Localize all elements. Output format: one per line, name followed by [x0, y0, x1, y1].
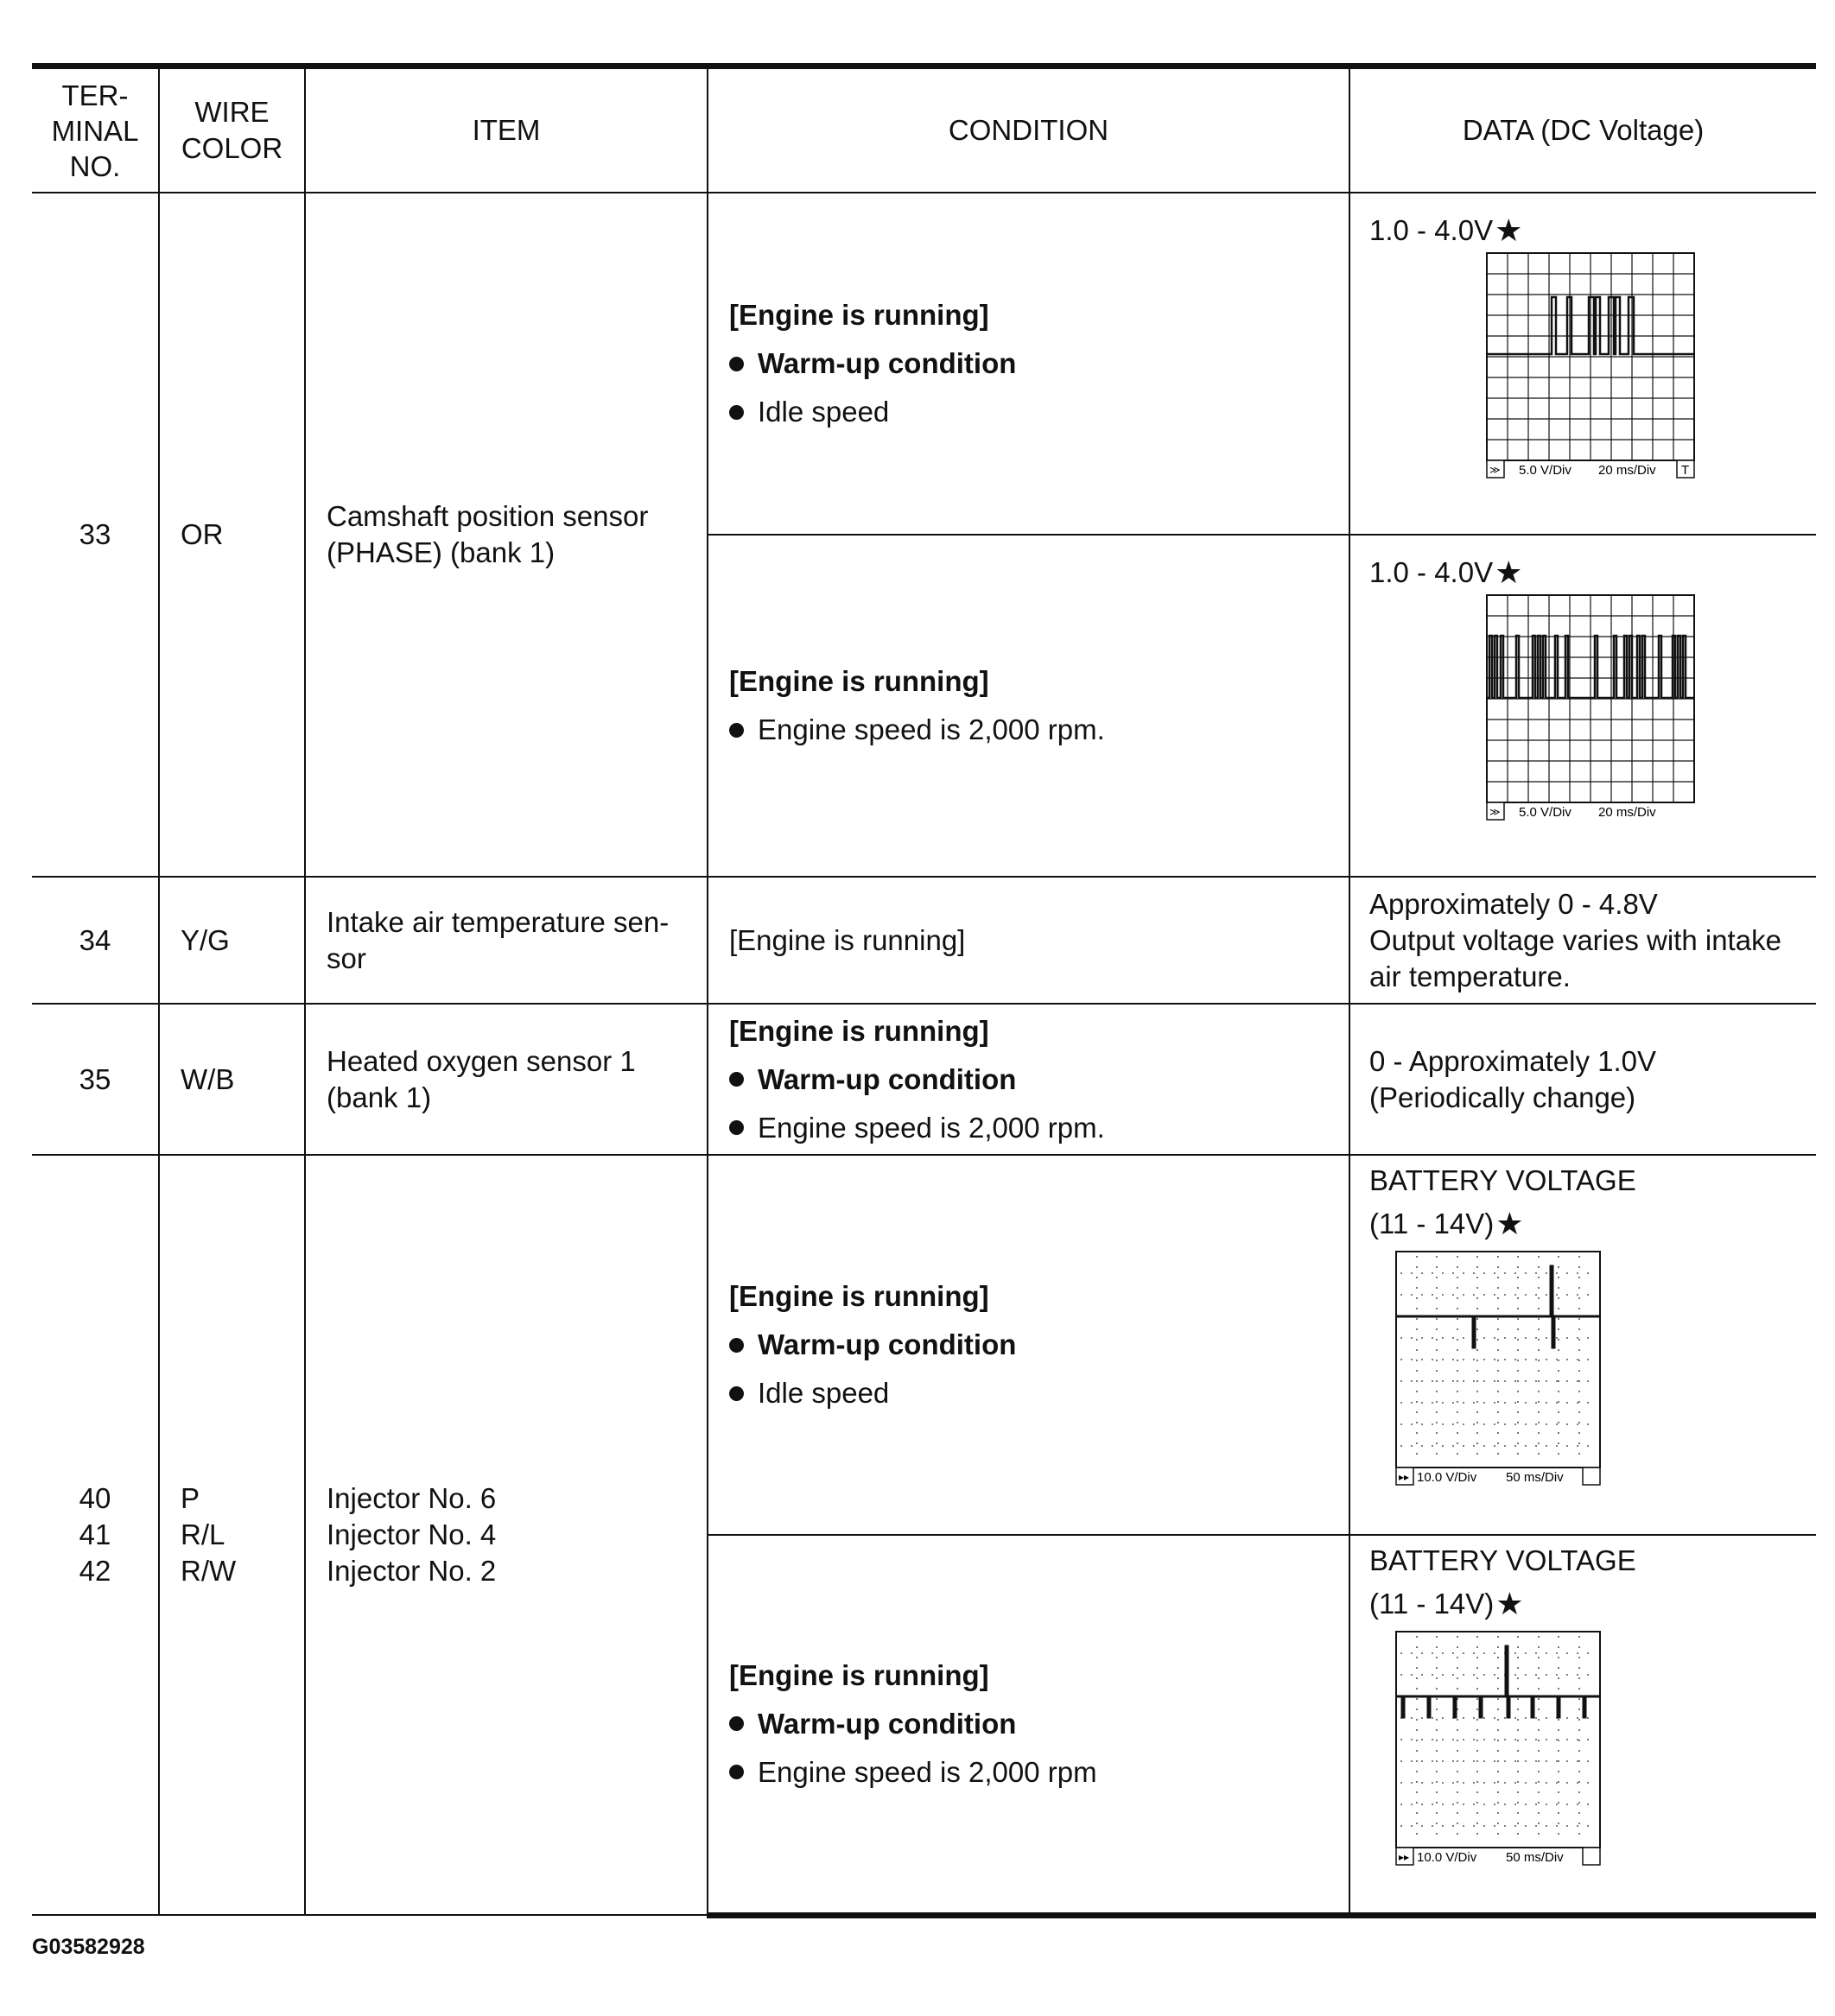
- condition-text: Engine speed is 2,000 rpm: [758, 1755, 1097, 1788]
- ecm-terminal-table: [32, 63, 1816, 1918]
- condition-title: [Engine is running]: [729, 1658, 989, 1691]
- item-35-line-1: Heated oxygen sensor 1: [327, 1044, 636, 1077]
- scope-time-per-div: 20 ms/Div: [1598, 463, 1656, 478]
- header-row: [32, 67, 1816, 193]
- wire-colors-40-42: [159, 1155, 305, 1915]
- wire-color-34: Y/G: [159, 877, 305, 1004]
- condition-injector-2000rpm: [708, 1535, 1349, 1915]
- data-34-line-3: air temperature.: [1369, 960, 1571, 992]
- condition-bullet: [729, 1706, 1340, 1742]
- condition-text: Engine speed is 2,000 rpm.: [758, 713, 1105, 745]
- condition-title: [Engine is running]: [729, 1014, 989, 1047]
- condition-title: [Engine is running]: [729, 1280, 989, 1312]
- terminal-34: 34: [32, 877, 159, 1004]
- terminal-42: 42: [79, 1555, 111, 1587]
- condition-text: Warm-up condition: [758, 347, 1017, 379]
- figure-code: G03582928: [32, 1935, 145, 1959]
- header-terminal-line-1: TER-: [61, 79, 129, 111]
- item-35-line-2: (bank 1): [327, 1081, 432, 1113]
- terminals-40-42: [32, 1155, 159, 1915]
- bullet-icon: [729, 1716, 744, 1731]
- item-41: Injector No. 4: [327, 1518, 497, 1550]
- scope-volts-per-div: 5.0 V/Div: [1519, 463, 1571, 478]
- condition-bullet: [729, 1327, 1340, 1363]
- item-42: Injector No. 2: [327, 1555, 497, 1587]
- voltage-text: 1.0 - 4.0V: [1369, 556, 1494, 588]
- condition-text: Warm-up condition: [758, 1062, 1017, 1095]
- bullet-icon: [729, 1765, 744, 1779]
- battery-voltage-label: BATTERY VOLTAGE: [1369, 1164, 1636, 1196]
- bullet-icon: [729, 1120, 744, 1135]
- scope-volts-per-div: 10.0 V/Div: [1417, 1850, 1477, 1865]
- item-33-line-2: (PHASE) (bank 1): [327, 536, 556, 568]
- data-injector-2000rpm: [1349, 1535, 1816, 1915]
- battery-voltage-label: BATTERY VOLTAGE: [1369, 1544, 1636, 1576]
- voltage-text: (11 - 14V): [1369, 1588, 1495, 1620]
- star-icon: ★: [1495, 1586, 1524, 1621]
- condition-33-2000rpm: [708, 535, 1349, 877]
- condition-title: [Engine is running]: [729, 299, 989, 331]
- data-33-idle: [1349, 193, 1816, 535]
- item-33: [305, 193, 708, 877]
- terminal-40: 40: [79, 1482, 111, 1514]
- voltage-value: [1369, 1206, 1807, 1242]
- bullet-icon: [729, 357, 744, 371]
- terminal-35: 35: [32, 1004, 159, 1155]
- bullet-icon: [729, 1338, 744, 1353]
- data-34: [1349, 877, 1816, 1004]
- oscilloscope-waveform-cmp-idle: [1486, 252, 1698, 485]
- voltage-value: [1369, 212, 1807, 249]
- item-35: [305, 1004, 708, 1155]
- scope-arrow-icon: ≫: [1489, 464, 1501, 476]
- scope-trigger-label: T: [1681, 463, 1690, 478]
- scope-arrow-icon: ≫: [1489, 806, 1501, 818]
- header-wire-line-1: WIRE: [194, 96, 270, 128]
- header-terminal-line-3: NO.: [69, 149, 121, 182]
- condition-35: [708, 1004, 1349, 1155]
- condition-title: [Engine is running]: [729, 665, 989, 697]
- condition-bullet: [729, 394, 1340, 430]
- header-item: ITEM: [305, 67, 708, 193]
- data-34-line-2: Output voltage varies with intake: [1369, 923, 1781, 956]
- header-terminal-line-2: MINAL: [51, 114, 139, 147]
- table-row-40-42a: [32, 1155, 1816, 1535]
- star-icon: ★: [1495, 212, 1523, 248]
- bullet-icon: [729, 1386, 744, 1401]
- condition-bullet: [729, 1062, 1340, 1098]
- table-row-34: [32, 877, 1816, 1004]
- item-34-line-1: Intake air temperature sen-: [327, 905, 670, 938]
- condition-bullet: [729, 1375, 1340, 1411]
- star-icon: ★: [1495, 555, 1523, 590]
- scope-time-per-div: 50 ms/Div: [1506, 1850, 1564, 1865]
- oscilloscope-waveform-cmp-2000rpm: [1486, 594, 1698, 827]
- scope-time-per-div: 20 ms/Div: [1598, 805, 1656, 820]
- data-injector-idle: [1349, 1155, 1816, 1535]
- item-34-line-2: sor: [327, 941, 366, 974]
- data-34-line-1: Approximately 0 - 4.8V: [1369, 887, 1658, 920]
- bullet-icon: [729, 723, 744, 738]
- table-row-35: [32, 1004, 1816, 1155]
- data-33-2000rpm: [1349, 535, 1816, 877]
- voltage-text: 1.0 - 4.0V: [1369, 214, 1494, 246]
- wire-color-41: R/L: [181, 1518, 225, 1550]
- header-wire-color: [159, 67, 305, 193]
- wire-color-40: P: [181, 1482, 200, 1514]
- condition-text: Idle speed: [758, 1377, 890, 1409]
- item-40: Injector No. 6: [327, 1482, 497, 1514]
- condition-text: Engine speed is 2,000 rpm.: [758, 1111, 1105, 1144]
- item-33-line-1: Camshaft position sensor: [327, 500, 649, 532]
- header-wire-line-2: COLOR: [181, 132, 283, 164]
- header-data: DATA (DC Voltage): [1349, 67, 1816, 193]
- condition-text: Warm-up condition: [758, 1328, 1017, 1360]
- wire-color-33: OR: [159, 193, 305, 877]
- condition-bullet: [729, 346, 1340, 382]
- oscilloscope-waveform-injector-2000rpm: [1395, 1631, 1607, 1873]
- voltage-value: [1369, 1586, 1807, 1622]
- scope-volts-per-div: 10.0 V/Div: [1417, 1470, 1477, 1485]
- condition-34: [Engine is running]: [708, 877, 1349, 1004]
- condition-text: Idle speed: [758, 396, 890, 428]
- data-35: [1349, 1004, 1816, 1155]
- star-icon: ★: [1495, 1206, 1524, 1241]
- item-34: [305, 877, 708, 1004]
- data-35-line-1: 0 - Approximately 1.0V: [1369, 1044, 1656, 1077]
- table-row-33a: [32, 193, 1816, 535]
- data-35-line-2: (Periodically change): [1369, 1081, 1636, 1113]
- scope-arrow-icon: ▸▸: [1399, 1471, 1410, 1483]
- wire-color-35: W/B: [159, 1004, 305, 1155]
- condition-text: Warm-up condition: [758, 1707, 1017, 1740]
- header-condition: CONDITION: [708, 67, 1349, 193]
- oscilloscope-waveform-injector-idle: [1395, 1251, 1607, 1493]
- bullet-icon: [729, 405, 744, 420]
- bullet-icon: [729, 1072, 744, 1087]
- condition-bullet: [729, 712, 1340, 748]
- wire-color-42: R/W: [181, 1555, 237, 1587]
- terminal-41: 41: [79, 1518, 111, 1550]
- voltage-text: (11 - 14V): [1369, 1208, 1495, 1239]
- items-40-42: [305, 1155, 708, 1915]
- condition-33-idle: [708, 193, 1349, 535]
- condition-bullet: [729, 1754, 1340, 1791]
- terminal-33: 33: [32, 193, 159, 877]
- scope-volts-per-div: 5.0 V/Div: [1519, 805, 1571, 820]
- header-terminal: [32, 67, 159, 193]
- scope-arrow-icon: ▸▸: [1399, 1851, 1410, 1863]
- scope-time-per-div: 50 ms/Div: [1506, 1470, 1564, 1485]
- condition-bullet: [729, 1110, 1340, 1146]
- condition-injector-idle: [708, 1155, 1349, 1535]
- voltage-value: [1369, 555, 1807, 591]
